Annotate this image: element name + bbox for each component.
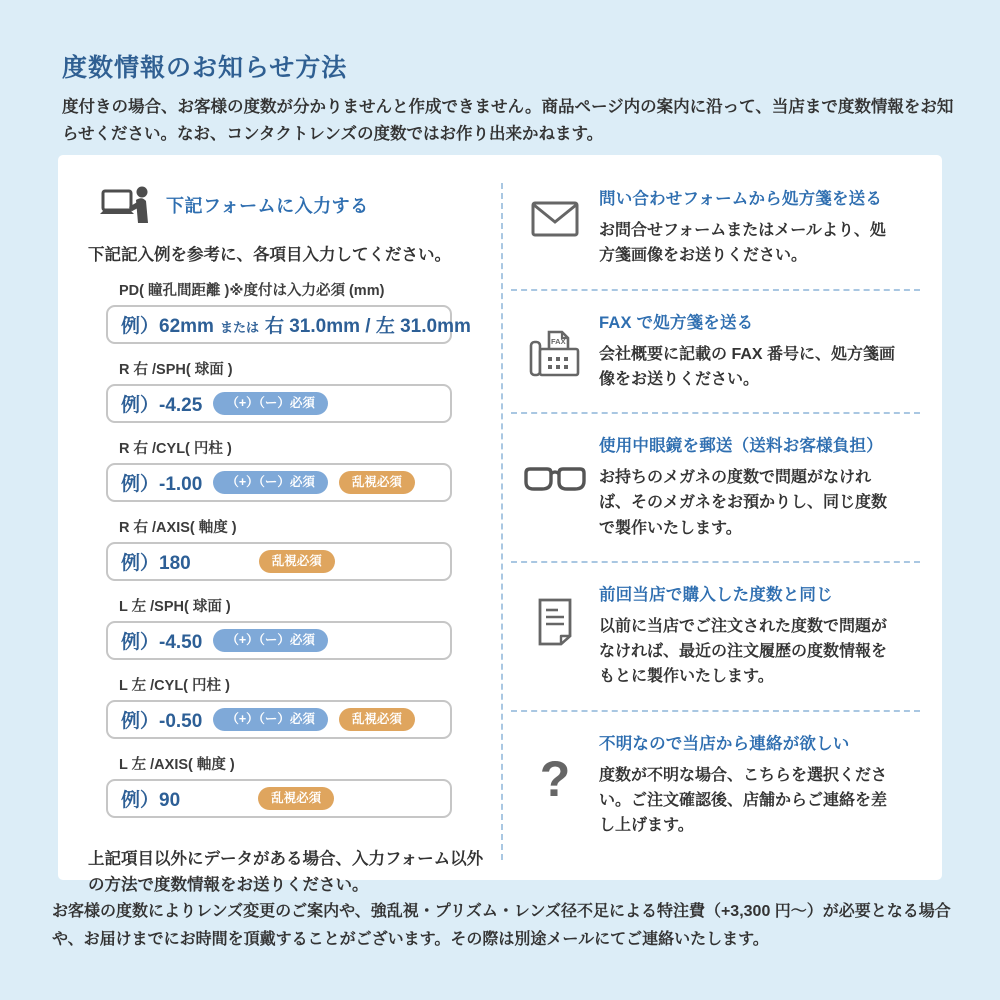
method-body: 度数が不明な場合、こちらを選択ください。ご注文確認後、店舗からご連絡を差し上げます。	[599, 766, 888, 835]
badge-astigmatism-required: 乱視必須	[339, 471, 415, 494]
badge-plus-minus-required: （+）（ー）必須	[213, 471, 328, 494]
field-value-r-cyl: 例）-1.00	[121, 474, 203, 495]
method-body: 以前に当店でご注文された度数で問題がなければ、最近の注文履歴の度数情報をもとに製作いたします。	[599, 617, 888, 686]
envelope-icon	[511, 185, 599, 269]
page-title: 度数情報のお知らせ方法	[62, 54, 348, 82]
method-title: FAX で処方箋を送る	[599, 313, 754, 332]
field-box-l-cyl	[106, 700, 452, 739]
field-box-r-sph	[106, 384, 452, 423]
fax-icon	[511, 309, 599, 393]
field-box-pd	[106, 305, 471, 344]
form-subtitle: 下記記入例を参考に、各項目入力してください。	[88, 246, 451, 264]
method-body: お持ちのメガネの度数で問題がなければ、そのメガネをお預かりし、同じ度数で製作いたします。	[599, 469, 888, 537]
field-connector-pd: または	[219, 319, 259, 335]
form-fields	[106, 279, 471, 818]
method-body: 会社概要に記載の FAX 番号に、処方箋画像をお送りください。	[599, 345, 896, 388]
method-text	[599, 730, 899, 839]
field-value2-pd: 右 31.0mm / 左 31.0mm	[264, 316, 471, 337]
method-title: 前回当店で購入した度数と同じ	[599, 585, 833, 604]
method-text	[599, 432, 899, 541]
field-label-l-axis: L 左 /AXIS( 軸度 )	[119, 757, 235, 773]
field-box-l-sph	[106, 621, 452, 660]
info-card	[58, 155, 942, 895]
field-value-l-axis: 例）90	[121, 790, 181, 811]
field-label-r-sph: R 右 /SPH( 球面 )	[119, 362, 233, 378]
method-title: 問い合わせフォームから処方箋を送る	[599, 190, 883, 208]
field-label-r-cyl: R 右 /CYL( 円柱 )	[119, 441, 232, 457]
document-icon	[511, 581, 599, 690]
method-body: お問合せフォームまたはメールより、処方箋画像をお送りください。	[599, 222, 886, 265]
question-icon: ?	[539, 750, 571, 807]
person-at-laptop-icon	[100, 185, 150, 225]
fax-icon-label: FAX	[551, 336, 566, 346]
field-value-pd: 例）62mm	[121, 316, 214, 337]
badge-plus-minus-required: （+）（ー）必須	[213, 708, 328, 731]
field-box-r-cyl	[106, 463, 452, 502]
badge-plus-minus-required: （+）（ー）必須	[213, 392, 328, 415]
field-label-l-cyl: L 左 /CYL( 円柱 )	[119, 678, 230, 694]
method-mail-glasses	[511, 412, 920, 561]
field-value-r-sph: 例）-4.25	[121, 395, 203, 416]
methods-section	[501, 155, 942, 880]
badge-astigmatism-required: 乱視必須	[258, 787, 334, 810]
form-header	[100, 185, 501, 225]
form-note: 上記項目以外にデータがある場合、入力フォーム以外の方法で度数情報をお送りください。	[88, 850, 484, 895]
method-previous-order	[511, 561, 920, 710]
method-title: 不明なので当店から連絡が欲しい	[599, 734, 850, 753]
form-section	[58, 155, 501, 895]
method-title: 使用中眼鏡を郵送（送料お客様負担）	[599, 437, 883, 456]
method-text	[599, 309, 899, 393]
badge-astigmatism-required: 乱視必須	[339, 708, 415, 731]
intro-text: 度付きの場合、お客様の度数が分かりませんと作成できません。商品ページ内の案内に沿って、当店まで度数情報をお知らせください。なお、コンタクトレンズの度数ではお作り出来かねます。	[62, 98, 954, 143]
column-divider	[501, 183, 503, 860]
glasses-icon	[511, 432, 599, 541]
badge-astigmatism-required: 乱視必須	[259, 550, 335, 573]
method-unknown-contact	[511, 710, 920, 859]
method-contact-form	[511, 167, 920, 289]
field-value-l-sph: 例）-4.50	[121, 632, 203, 653]
footer-note: お客様の度数によりレンズ変更のご案内や、強乱視・プリズム・レンズ径不足による特注費（+3,300 円〜）が必要となる場合や、お届けまでにお時間を頂戴することがございます。その際は別途メールにてご連絡いたします。	[52, 903, 951, 948]
method-fax	[511, 289, 920, 413]
field-value-l-cyl: 例）-0.50	[121, 711, 203, 732]
field-label-pd: PD( 瞳孔間距離 )※度付は入力必須 (mm)	[119, 283, 385, 299]
method-text	[599, 185, 899, 269]
field-label-l-sph: L 左 /SPH( 球面 )	[119, 599, 231, 615]
method-text	[599, 581, 899, 690]
badge-plus-minus-required: （+）（ー）必須	[213, 629, 328, 652]
field-value-r-axis: 例）180	[121, 553, 191, 574]
field-box-l-axis	[106, 779, 452, 818]
field-box-r-axis	[106, 542, 452, 581]
field-label-r-axis: R 右 /AXIS( 軸度 )	[119, 520, 237, 536]
form-section-title: 下記フォームに入力する	[166, 196, 369, 216]
